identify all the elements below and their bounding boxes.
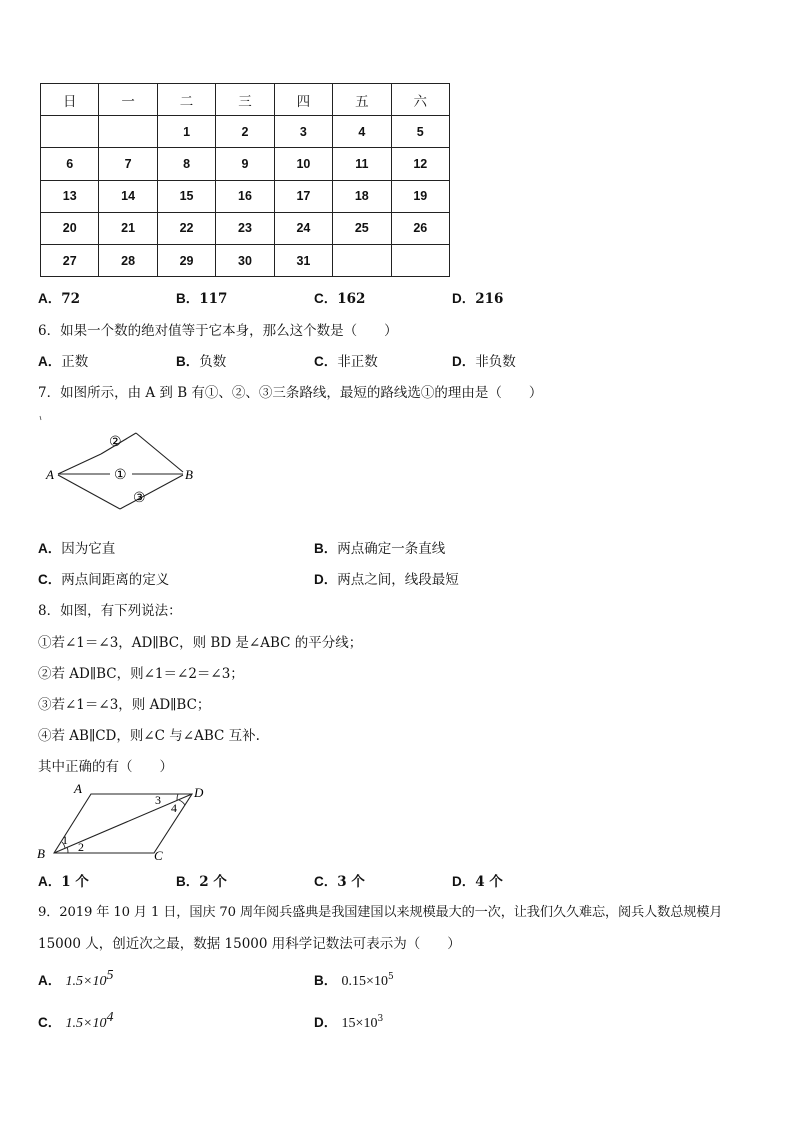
q7-option-b[interactable] xyxy=(314,540,445,558)
option-letter: A． xyxy=(38,973,62,988)
option-letter: A． xyxy=(38,874,62,889)
q8-question: 其中正确的有（ ） xyxy=(38,759,173,775)
calendar-header-cell: 三 xyxy=(216,84,274,116)
q9-stem-line-2: 15000 人，创近次之最，数据 15000 用科学记数法可表示为（ ） xyxy=(38,936,461,952)
q8-statement: ③若∠1＝∠3，则 AD∥BC； xyxy=(38,697,211,713)
option-text: 4 个 xyxy=(475,874,503,890)
option-letter: C． xyxy=(38,1015,62,1030)
option-text: 216 xyxy=(475,291,504,307)
option-letter: D． xyxy=(452,874,476,889)
option-exponent: 3 xyxy=(377,1014,384,1024)
angle-4-label: 4 xyxy=(171,801,177,815)
option-letter: B． xyxy=(314,973,338,988)
angle-3-arc xyxy=(177,794,178,800)
calendar-cell: 16 xyxy=(216,180,274,212)
calendar-cell: 6 xyxy=(41,148,99,180)
calendar-header-cell: 二 xyxy=(157,84,215,116)
calendar-cell: 30 xyxy=(216,244,274,276)
vertex-b-label: B xyxy=(37,846,45,861)
q6-option-a[interactable] xyxy=(38,353,88,371)
calendar-cell: 25 xyxy=(333,212,391,244)
option-text: 两点确定一条直线 xyxy=(337,541,446,557)
calendar-cell xyxy=(41,116,99,148)
calendar-cell: 14 xyxy=(99,180,157,212)
q6-stem: 6．如果一个数的绝对值等于它本身，那么这个数是（ ） xyxy=(38,323,398,339)
option-text: 72 xyxy=(61,291,81,307)
q5-option-b[interactable] xyxy=(176,290,227,308)
option-letter: B． xyxy=(314,541,338,556)
calendar-cell xyxy=(391,244,449,276)
option-exponent: 4 xyxy=(106,1010,114,1025)
option-text: 两点之间，线段最短 xyxy=(337,572,459,588)
calendar-cell: 11 xyxy=(333,148,391,180)
q5-option-d[interactable] xyxy=(452,290,503,308)
calendar-cell: 13 xyxy=(41,180,99,212)
calendar-cell xyxy=(333,244,391,276)
option-base: 0.15×10 xyxy=(341,974,388,989)
option-letter: C． xyxy=(314,874,338,889)
calendar-cell: 27 xyxy=(41,244,99,276)
calendar-header-cell: 日 xyxy=(41,84,99,116)
vertex-a-label: A xyxy=(74,781,82,796)
vertex-d-label: D xyxy=(194,785,204,800)
calendar-header-cell: 六 xyxy=(391,84,449,116)
calendar-cell: 15 xyxy=(157,180,215,212)
q7-option-c[interactable] xyxy=(38,571,169,589)
option-base: 15×10 xyxy=(341,1016,378,1031)
q7-option-d[interactable] xyxy=(314,571,459,589)
calendar-cell: 2 xyxy=(216,116,274,148)
q8-option-c[interactable] xyxy=(314,873,365,891)
q9-option-a[interactable] xyxy=(38,968,114,991)
option-text: 162 xyxy=(337,291,366,307)
calendar-cell: 8 xyxy=(157,148,215,180)
option-text: 非负数 xyxy=(475,354,516,370)
option-text: 因为它直 xyxy=(61,541,116,557)
option-text: 117 xyxy=(199,291,228,307)
option-letter: B． xyxy=(176,874,200,889)
option-letter: B． xyxy=(176,354,200,369)
q9-option-d[interactable] xyxy=(314,1014,383,1033)
option-letter: D． xyxy=(314,1015,338,1030)
q7-option-a[interactable] xyxy=(38,540,115,558)
option-exponent: 5 xyxy=(106,968,114,983)
calendar-header-cell: 五 xyxy=(333,84,391,116)
calendar-row xyxy=(41,244,450,276)
q8-statement: ②若 AD∥BC，则∠1＝∠2＝∠3； xyxy=(38,666,244,682)
calendar-header-cell: 一 xyxy=(99,84,157,116)
calendar-cell: 7 xyxy=(99,148,157,180)
route-3-label: ③ xyxy=(133,491,146,506)
calendar-cell: 10 xyxy=(274,148,332,180)
angle-1-label: 1 xyxy=(62,833,68,847)
route-2-left-segment xyxy=(58,454,101,474)
calendar-cell: 1 xyxy=(157,116,215,148)
q8-option-a[interactable] xyxy=(38,873,89,891)
option-text: 3 个 xyxy=(337,874,365,890)
calendar-header-cell: 四 xyxy=(274,84,332,116)
option-letter: A． xyxy=(38,354,62,369)
route-3-right-segment xyxy=(120,475,183,509)
option-letter: C． xyxy=(38,572,62,587)
q6-option-d[interactable] xyxy=(452,353,516,371)
calendar-row xyxy=(41,180,450,212)
calendar-cell: 9 xyxy=(216,148,274,180)
calendar-cell: 31 xyxy=(274,244,332,276)
option-base: 1.5×10 xyxy=(65,1016,107,1031)
q5-option-a[interactable] xyxy=(38,290,80,308)
option-exponent: 5 xyxy=(387,972,394,982)
angle-3-label: 3 xyxy=(155,793,161,807)
calendar-cell: 3 xyxy=(274,116,332,148)
option-letter: A． xyxy=(38,291,62,306)
calendar-header-row xyxy=(41,84,450,116)
option-letter: C． xyxy=(314,354,338,369)
calendar-cell xyxy=(99,116,157,148)
calendar-cell: 29 xyxy=(157,244,215,276)
calendar-cell: 4 xyxy=(333,116,391,148)
option-letter: D． xyxy=(452,291,476,306)
q8-parallelogram-figure xyxy=(34,780,219,865)
route-1-label: ① xyxy=(114,468,127,483)
option-text: 非正数 xyxy=(337,354,378,370)
calendar-cell: 26 xyxy=(391,212,449,244)
route-3-left-segment xyxy=(58,475,120,509)
calendar-cell: 22 xyxy=(157,212,215,244)
option-letter: D． xyxy=(314,572,338,587)
calendar-cell: 5 xyxy=(391,116,449,148)
calendar-cell: 20 xyxy=(41,212,99,244)
vertex-c-label: C xyxy=(154,848,163,863)
calendar-cell: 19 xyxy=(391,180,449,212)
option-letter: B． xyxy=(176,291,200,306)
q6-option-b[interactable] xyxy=(176,353,226,371)
q7-stem: 7．如图所示，由 A 到 B 有①、②、③三条路线，最短的路线选①的理由是（ ） xyxy=(38,385,543,401)
calendar-cell: 23 xyxy=(216,212,274,244)
calendar-row xyxy=(41,116,450,148)
q8-option-b[interactable] xyxy=(176,873,227,891)
option-text: 1 个 xyxy=(61,874,89,890)
option-letter: D． xyxy=(452,354,476,369)
option-letter: C． xyxy=(314,291,338,306)
calendar-row xyxy=(41,212,450,244)
option-base: 1.5×10 xyxy=(65,974,107,989)
calendar-cell: 24 xyxy=(274,212,332,244)
option-text: 正数 xyxy=(61,354,89,370)
point-a-label: A xyxy=(46,467,54,482)
q8-statement: ④若 AB∥CD，则∠C 与∠ABC 互补. xyxy=(38,728,260,744)
calendar-cell: 12 xyxy=(391,148,449,180)
option-text: 两点间距离的定义 xyxy=(61,572,170,588)
angle-4-arc xyxy=(179,800,185,805)
route-2-label: ② xyxy=(109,435,122,450)
calendar-cell: 21 xyxy=(99,212,157,244)
q9-stem-line-1: 9．2019 年 10 月 1 日，国庆 70 周年阅兵盛典是我国建国以来规模最大的一次，让我们久久难忘，阅兵人数总规模月 xyxy=(38,905,723,920)
route-2-right-segment xyxy=(136,433,183,472)
q8-statement: ①若∠1＝∠3，AD∥BC，则 BD 是∠ABC 的平分线； xyxy=(38,635,363,651)
calendar-cell: 28 xyxy=(99,244,157,276)
calendar-cell: 18 xyxy=(333,180,391,212)
q8-option-d[interactable] xyxy=(452,873,503,891)
calendar-cell: 17 xyxy=(274,180,332,212)
q5-option-c[interactable] xyxy=(314,290,365,308)
point-b-label: B xyxy=(185,467,193,482)
q8-stem: 8．如图，有下列说法： xyxy=(38,603,182,619)
q6-option-c[interactable] xyxy=(314,353,378,371)
calendar-table xyxy=(40,83,450,277)
q9-option-b[interactable] xyxy=(314,972,394,991)
q7-route-figure xyxy=(38,412,208,517)
calendar-row xyxy=(41,148,450,180)
stray-mark xyxy=(40,416,41,420)
q9-option-c[interactable] xyxy=(38,1010,114,1033)
option-letter: A． xyxy=(38,541,62,556)
option-text: 负数 xyxy=(199,354,227,370)
angle-2-arc xyxy=(67,847,68,853)
option-text: 2 个 xyxy=(199,874,227,890)
angle-2-label: 2 xyxy=(78,840,84,854)
